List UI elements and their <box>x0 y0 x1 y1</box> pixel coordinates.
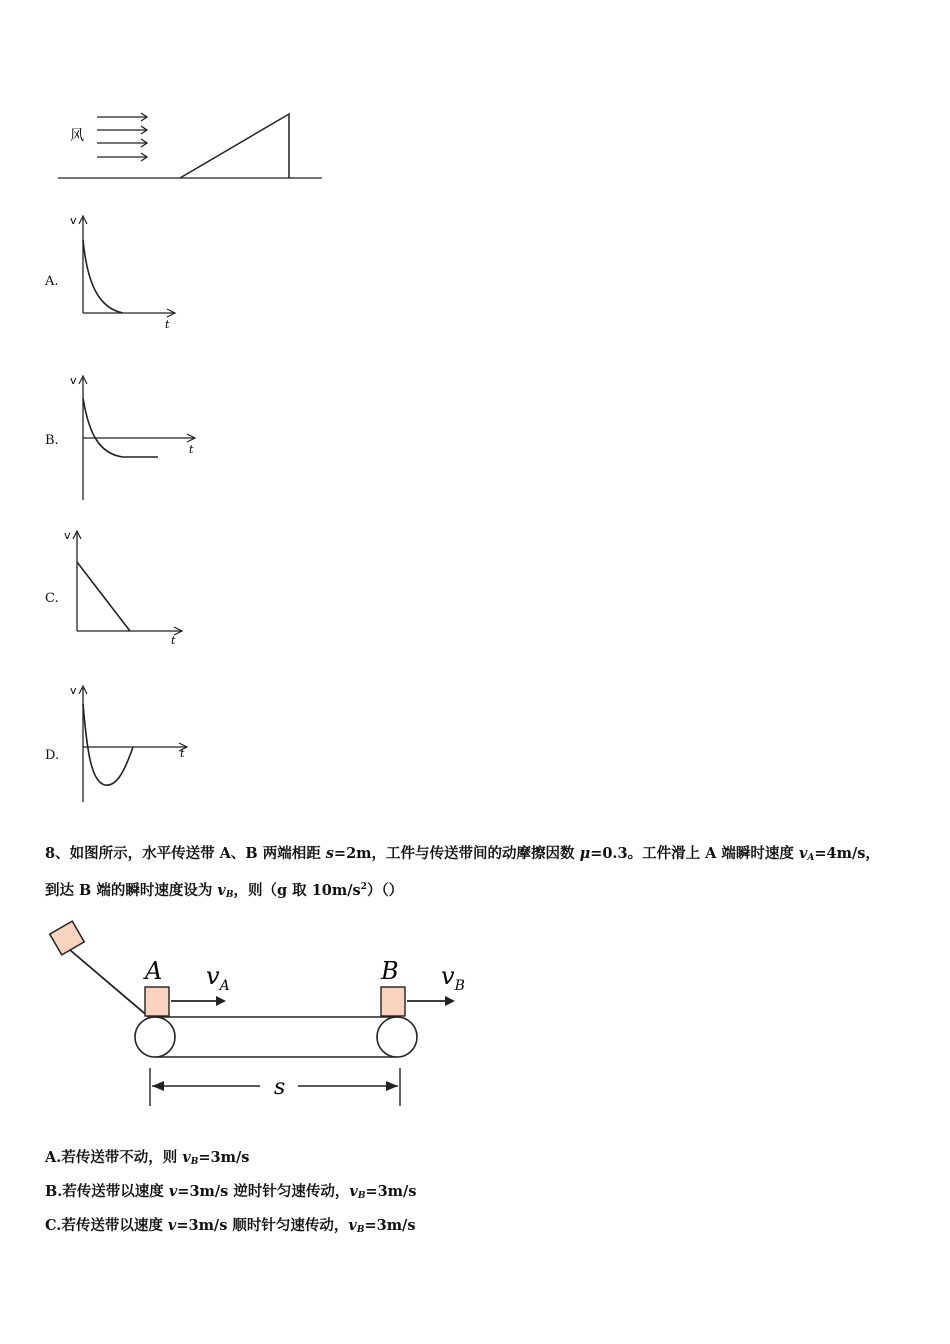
graph-b-curve <box>83 398 158 457</box>
answer-option-b[interactable]: B.若传送带以速度 v=3m/s 逆时针匀速传动，$v_B=3m/s$ <box>45 1183 417 1201</box>
ramp-block <box>50 921 85 955</box>
wedge <box>180 114 289 178</box>
block-b <box>381 987 405 1016</box>
pulley-left <box>135 1017 175 1057</box>
wind-wedge-figure <box>50 105 330 190</box>
label-b: B <box>381 957 399 985</box>
ramp <box>70 950 150 1018</box>
option-c-label: C. <box>45 591 59 606</box>
graph-a-v-label: v <box>70 214 77 227</box>
wind-arrows <box>97 113 147 161</box>
graph-a-t-label: t <box>165 318 170 331</box>
graph-d-curve <box>83 704 133 785</box>
conveyor-belt-figure <box>40 918 480 1113</box>
label-a: A <box>145 957 163 985</box>
option-d-label: D. <box>45 748 60 763</box>
option-a-label: A. <box>45 274 59 289</box>
graph-a <box>65 210 195 335</box>
graph-b-v-label: v <box>70 374 77 387</box>
answer-option-a[interactable]: A.若传送带不动，则 $v_B=3m/s$ <box>45 1149 250 1167</box>
question-8-line-2: 到达 B 端的瞬时速度设为 $v_B$，则（g 取 $10m/s^2)()$ <box>45 882 404 900</box>
label-va: $v_A$ <box>206 962 230 994</box>
graph-c-line <box>77 562 130 631</box>
option-b-label: B. <box>45 433 59 448</box>
block-a <box>145 987 169 1016</box>
label-s: s <box>274 1075 286 1100</box>
graph-d-t-label: t <box>180 747 185 760</box>
graph-b-t-label: t <box>189 443 194 456</box>
graph-c <box>60 525 190 650</box>
question-number: 8、 <box>45 845 70 862</box>
wind-label: 风 <box>70 128 84 144</box>
question-8-line-1: 8、如图所示，水平传送带 A、B 两端相距 s=2m，工件与传送带间的动摩擦因数 μ=0.3。工件滑上 A 端瞬时速度 $v_A=4m/s$， <box>45 845 880 863</box>
graph-d <box>65 680 205 805</box>
label-vb: $v_B$ <box>441 962 465 994</box>
graph-c-t-label: t <box>171 634 176 647</box>
graph-c-v-label: v <box>64 529 71 542</box>
answer-option-c[interactable]: C.若传送带以速度 v=3m/s 顺时针匀速传动，$v_B=3m/s$ <box>45 1217 416 1235</box>
graph-a-curve <box>83 240 123 313</box>
pulley-right <box>377 1017 417 1057</box>
graph-d-v-label: v <box>70 684 77 697</box>
graph-b <box>65 370 205 505</box>
